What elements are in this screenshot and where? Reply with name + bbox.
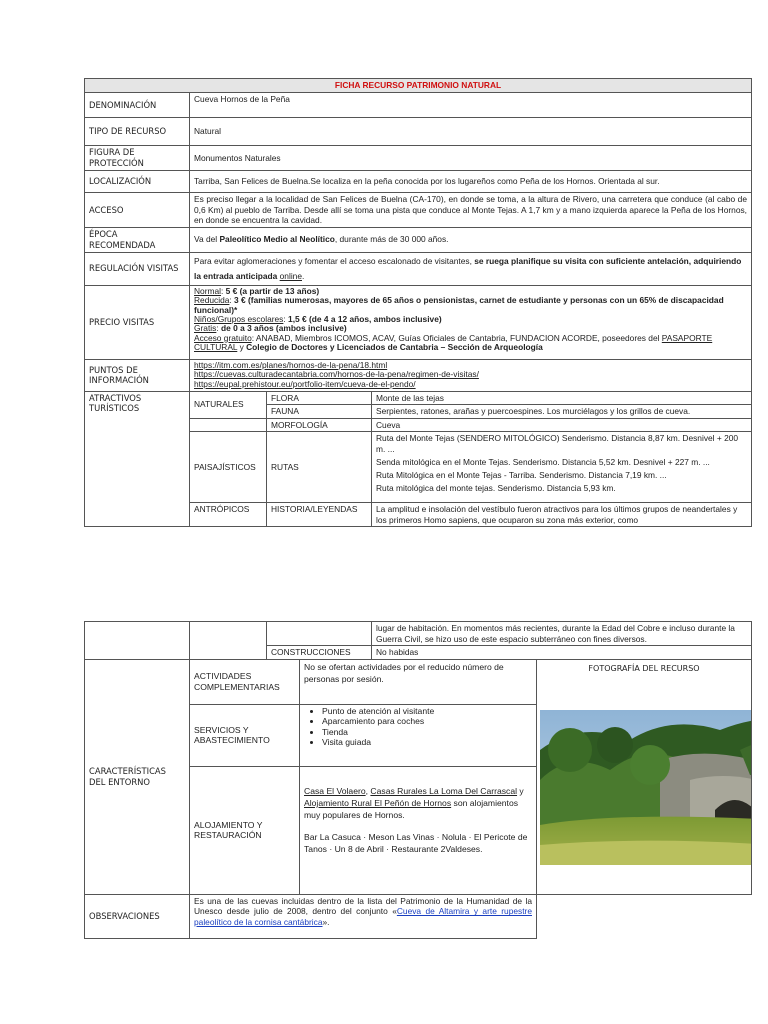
morfologia-value: Cueva: [372, 418, 752, 432]
info-link-3[interactable]: https://eupal.prehistour.eu/portfolio-item/cueva-de-el-pendo/: [194, 378, 416, 389]
regulacion-value: Para evitar aglomeraciones y fomentar el acceso escalonado de visitantes, se ruega planifique su visita con suficiente antelación, adquiriendo la entrada anticipada online.: [190, 252, 752, 285]
sheet-title: FICHA RECURSO PATRIMONIO NATURAL: [85, 79, 752, 93]
paisajisticos-label: PAISAJÍSTICOS: [190, 432, 267, 503]
construcciones-value: No habidas: [372, 646, 752, 660]
list-item: • Punto de atención al visitante: [322, 706, 532, 717]
epoca-label: ÉPOCA RECOMENDADA: [85, 227, 190, 252]
acceso-value: Es preciso llegar a la localidad de San Felices de Buelna (CA-170), en donde se toma, a la altura de Rivero, una carretera que conduce (al cabo de 0,6 Km) al pueblo de Tarriba. Desde allí se toma una pista que conduce al Monte Tejas. A 1,7 km y a mano izquierda aparece la Peña de los Hornos, en donde se encuentra la cavidad.: [190, 193, 752, 228]
alojamiento-label: ALOJAMIENTO Y RESTAURACIÓN: [190, 766, 300, 894]
precio-gratis: Gratis: de 0 a 3 años (ambos inclusive): [194, 323, 347, 334]
proteccion-value: Monumentos Naturales: [190, 146, 752, 171]
precio-ninos: Niños/Grupos escolares: 1,5 € (de 4 a 12 años, ambos inclusive): [194, 314, 442, 324]
resource-sheet-table-continued: [84, 621, 752, 939]
link-casa-el-volaero[interactable]: Casa El Volaero: [304, 785, 366, 796]
unesco-link[interactable]: Cueva de Altamira y arte rupestre paleolítico de la cornisa cantábrica: [194, 906, 532, 927]
bares-text: Bar La Casuca · Meson Las Vinas · Nolula · El Pericote de Tanos · Un 8 de Abril · Restaurante 2Valdeses.: [304, 831, 528, 854]
cave-photo: [540, 710, 752, 865]
servicios-value: [300, 704, 537, 766]
rutas-label: RUTAS: [267, 432, 372, 503]
historia-label: HISTORIA/LEYENDAS: [267, 503, 372, 527]
list-item: • Aparcamiento para coches: [322, 716, 532, 727]
list-item: • Tienda: [322, 727, 532, 738]
list-item: • Visita guiada: [322, 737, 532, 748]
observaciones-label: OBSERVACIONES: [85, 894, 190, 938]
link-casas-rurales[interactable]: Casas Rurales La Loma Del Carrascal: [370, 785, 518, 796]
info-link-1[interactable]: https://itm.com.es/planes/hornos-de-la-pena/18.html: [194, 359, 388, 370]
tipo-label: TIPO DE RECURSO: [85, 118, 190, 146]
historia-value: La amplitud e insolación del vestíbulo fueron atractivos para los últimos grupos de neandertales y los primeros Homo sapiens, que ocuparon su zona más exterior, como: [372, 503, 752, 527]
puntos-label: PUNTOS DE INFORMACIÓN: [85, 359, 190, 391]
antropicos-label: ANTRÓPICOS: [190, 503, 267, 527]
observaciones-value: Es una de las cuevas incluidas dentro de la lista del Patrimonio de la Humanidad de la Unesco desde julio de 2008, dentro del conjunto «Cueva de Altamira y arte rupestre paleolítico de la cornisa cantábrica».: [190, 894, 537, 938]
denominacion-value: Cueva Hornos de la Peña: [190, 93, 752, 118]
precio-label: PRECIO VISITAS: [85, 285, 190, 359]
precio-value: [190, 285, 752, 359]
actividades-label: ACTIVIDADES COMPLEMENTARIAS: [190, 659, 300, 704]
resource-sheet-table: [84, 78, 752, 527]
precio-normal: Normal: 5 € (a partir de 13 años): [194, 285, 320, 296]
morfologia-label: MORFOLOGÍA: [267, 418, 372, 432]
regulacion-label: REGULACIÓN VISITAS: [85, 252, 190, 285]
ruta-item: Ruta mitológica del monte tejas. Senderismo. Distancia 5,93 km.: [372, 482, 752, 503]
servicios-label: SERVICIOS Y ABASTECIMIENTO: [190, 704, 300, 766]
naturales-label: NATURALES: [190, 391, 267, 418]
construcciones-label: CONSTRUCCIONES: [267, 646, 372, 660]
epoca-value: Va del Paleolítico Medio al Neolítico, durante más de 30 000 años.: [190, 227, 752, 252]
proteccion-label: FIGURA DE PROTECCIÓN: [85, 146, 190, 171]
entorno-label: CARACTERÍSTICAS DEL ENTORNO: [85, 659, 190, 894]
photo-label: FOTOGRAFÍA DEL RECURSO: [588, 663, 700, 673]
info-link-2[interactable]: https://cuevas.culturadecantabria.com/hornos-de-la-pena/regimen-de-visitas/: [194, 369, 479, 380]
precio-reducida: Reducida: 3 € (familias numerosas, mayores de 65 años o pensionistas, carnet de estudiante y personas con un 65% de discapacidad funcional)*: [194, 295, 724, 315]
cave-photo-drawing: [540, 710, 752, 865]
acceso-label: ACCESO: [85, 193, 190, 228]
online-link[interactable]: online: [279, 270, 302, 281]
link-alojamiento-rural[interactable]: Alojamiento Rural El Peñón de Hornos: [304, 797, 452, 808]
ruta-item: Senda mitológica en el Monte Tejas. Senderismo. Distancia 5,52 km. Desnivel + 227 m. ...: [372, 456, 752, 469]
fauna-value: Serpientes, ratones, arañas y puercoespines. Los murciélagos y los grillos de cueva.: [372, 405, 752, 419]
alojamiento-value: Casa El Volaero, Casas Rurales La Loma Del Carrascal y Alojamiento Rural El Peñón de Hornos son alojamientos muy populares de Hornos. Bar La Casuca · Meson Las Vinas · Nolula · El Pericote de Tanos · Un 8 de Abril · Restaurante 2Valdeses.: [300, 766, 537, 894]
flora-value: Monte de las tejas: [372, 391, 752, 405]
servicios-list: [304, 706, 532, 748]
fauna-label: FAUNA: [267, 405, 372, 419]
flora-label: FLORA: [267, 391, 372, 405]
historia-cont-value: lugar de habitación. En momentos más recientes, durante la Edad del Cobre e incluso durante la Guerra Civil, se hizo uso de este espacio subterráneo con fines diversos.: [372, 622, 752, 646]
puntos-value: [190, 359, 752, 391]
ruta-item: Ruta del Monte Tejas (SENDERO MITOLÓGICO) Senderismo. Distancia 8,87 km. Desnivel + 200 m. ...: [372, 432, 752, 456]
actividades-value: No se ofertan actividades por el reducido número de personas por sesión.: [300, 659, 537, 704]
ruta-item: Ruta Mitológica en el Monte Tejas - Tarriba. Senderismo. Distancia 7,19 km. ...: [372, 469, 752, 482]
tipo-value: Natural: [190, 118, 752, 146]
denominacion-label: DENOMINACIÓN: [85, 93, 190, 118]
localizacion-label: LOCALIZACIÓN: [85, 171, 190, 193]
localizacion-value: Tarriba, San Felices de Buelna.Se localiza en la peña conocida por los lugareños como Peña de los Hornos. Orientada al sur.: [190, 171, 752, 193]
atractivos-label: ATRACTIVOS TURÍSTICOS: [85, 391, 190, 527]
precio-gratuito: Acceso gratuito: ANABAD, Miembros ICOMOS, ACAV, Guías Oficiales de Cantabria, FUNDACION ACORDE, poseedores del PASAPORTE CULTURAL y Colegio de Doctores y Licenciados de Cantabria – Sección de Arqueología: [194, 332, 713, 353]
photo-cell: [537, 659, 752, 894]
